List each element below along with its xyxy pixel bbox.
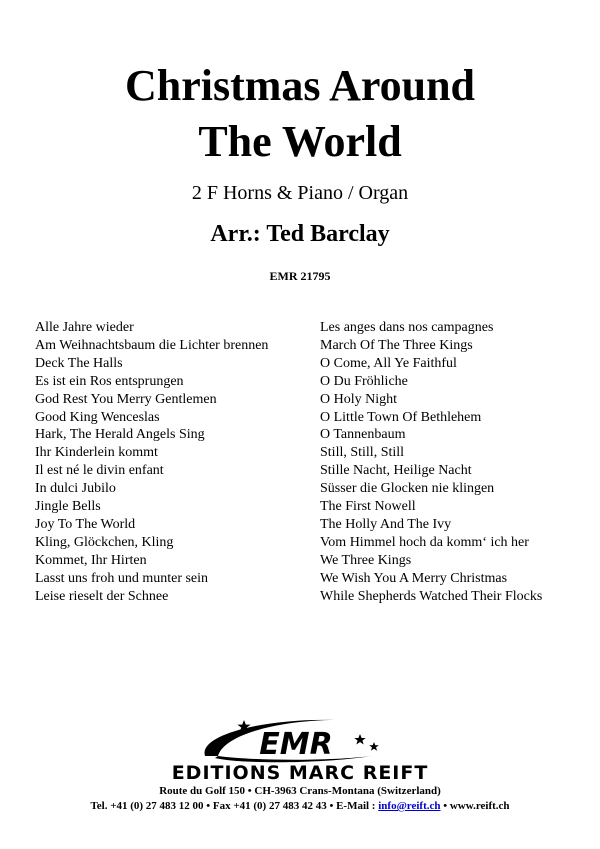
contents-list-left [35,319,268,606]
list-item: O Come, All Ye Faithful [320,355,457,371]
contents-list-right [320,319,542,606]
list-item: Kling, Glöckchen, Kling [35,534,174,550]
list-item: Süsser die Glocken nie klingen [320,481,495,497]
list-item: Alle Jahre wieder [35,320,134,335]
list-item: Good King Wenceslas [35,409,160,425]
list-item: We Wish You A Merry Christmas [320,570,508,586]
list-item: Lasst uns froh und munter sein [35,570,209,586]
list-item: Still, Still, Still [320,445,405,461]
list-item: Il est né le divin enfant [35,463,164,479]
instrumentation: 2 F Horns & Piano / Organ [191,182,409,204]
list-item: Vom Himmel hoch da komm‘ ich her [320,534,529,550]
list-item: Les anges dans nos campagnes [320,320,494,335]
list-item: O Little Town Of Bethlehem [320,409,482,425]
list-item: Stille Nacht, Heilige Nacht [320,463,472,479]
publisher-address: Route du Golf 150 • CH-3963 Crans-Montana (Switzerland) [159,785,441,797]
list-item: Jingle Bells [35,499,101,515]
list-item: O Du Fröhliche [320,373,408,389]
title-line-2: The World [198,117,402,166]
list-item: O Holy Night [320,391,397,407]
contact-phone-fax: Tel. +41 (0) 27 483 12 00 • Fax +41 (0) 27 483 42 43 • E-Mail : [90,800,379,812]
list-item: March Of The Three Kings [320,337,473,353]
list-item: Ihr Kinderlein kommt [35,445,158,461]
list-item: In dulci Jubilo [35,481,116,497]
catalog-number: EMR 21795 [269,269,331,283]
email-link[interactable]: info@reift.ch [378,800,441,812]
list-item: O Tannenbaum [320,427,406,443]
publisher-name: EDITIONS MARC REIFT [171,762,429,784]
list-item: The Holly And The Ivy [320,516,452,532]
star-icon [354,734,366,745]
list-item: Joy To The World [35,516,136,532]
contact-website: • www.reift.ch [440,800,510,812]
list-item: Kommet, Ihr Hirten [35,552,147,568]
list-item: Es ist ein Ros entsprungen [35,373,184,389]
list-item: While Shepherds Watched Their Flocks [320,588,543,604]
list-item: Leise rieselt der Schnee [35,588,169,604]
list-item: God Rest You Merry Gentlemen [35,391,217,407]
list-item: We Three Kings [320,552,412,568]
star-icon [369,742,379,751]
list-item: Deck The Halls [35,355,123,371]
logo-text: EMR [259,727,333,762]
list-item: The First Nowell [320,499,416,515]
arranger: Arr.: Ted Barclay [210,221,390,247]
list-item: Am Weihnachtsbaum die Lichter brennen [35,337,269,353]
publisher-contact [0,799,600,813]
list-item: Hark, The Herald Angels Sing [35,427,205,443]
title-line-1: Christmas Around [124,61,476,110]
